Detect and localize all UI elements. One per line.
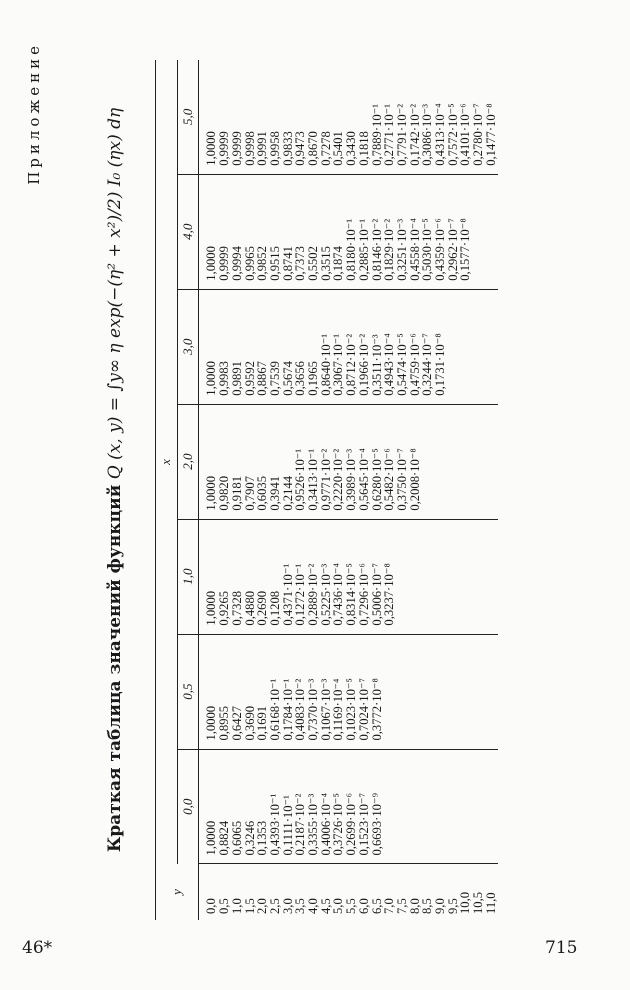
table-cell: 1,0000 [204,820,219,856]
table-cell: 0,9265 [217,590,232,626]
table-cell: 0,6280·10⁻⁵ [369,448,384,511]
table-cell: 0,1691 [255,705,270,741]
table-cell: 0,9592 [242,361,257,396]
table-cell: 0,8314·10⁻⁵ [344,563,359,626]
table-cell: 0,3515 [318,246,333,281]
table-cell: 0,7373 [293,246,308,281]
table-cell: 0,9833 [280,131,295,166]
y-values-column [199,864,498,920]
y-value: 5,0 [331,898,346,914]
table-cell: 0,9999 [217,131,232,166]
table-cell: 0,9515 [267,246,282,281]
y-value: 7,0 [382,898,397,914]
table-cell: 0,3989·10⁻³ [344,448,359,511]
table-cell: 0,3355·10⁻³ [306,793,321,856]
values-column-x2 [199,404,498,519]
x-header: x [156,60,178,864]
section-header: Приложение [25,42,43,185]
table-cell: 0,4759·10⁻⁶ [407,333,422,396]
table-cell: 0,3430 [344,131,359,166]
x-value-header: 3,0 [177,289,199,404]
y-value: 3,0 [280,898,295,914]
table-cell: 0,5482·10⁻⁶ [382,448,397,511]
y-value: 2,5 [267,898,282,914]
table-cell: 0,9473 [293,131,308,166]
table-cell: 0,4880 [242,590,257,626]
table-cell: 0,8146·10⁻² [369,218,384,281]
table-cell: 0,5030·10⁻⁵ [420,218,435,281]
table-cell: 0,5401 [331,131,346,166]
table-cell: 0,7436·10⁻⁴ [331,563,346,626]
table-cell: 0,3244·10⁻⁷ [420,333,435,396]
table-cell: 0,1966·10⁻² [356,333,371,396]
table-cell: 0,1874 [331,246,346,281]
table-cell: 0,3511·10⁻³ [369,334,384,396]
y-value: 8,5 [420,898,435,914]
values-column-x1 [199,519,498,634]
y-value: 5,5 [344,898,359,914]
table-cell: 0,9958 [267,131,282,166]
table-cell: 0,7370·10⁻³ [306,678,321,741]
table-cell: 0,9994 [229,246,244,281]
table-cell: 0,7907 [242,476,257,511]
rotated-sheet [25,40,585,920]
table-cell: 0,3690 [242,705,257,741]
table-cell: 0,5674 [280,361,295,396]
table-cell: 0,8955 [217,705,232,741]
table-cell: 0,3772·10⁻⁸ [369,678,384,741]
table-cell: 0,3750·10⁻⁷ [394,448,409,511]
table-cell: 0,9999 [229,131,244,166]
table-cell: 0,4313·10⁻⁴ [433,103,448,166]
table-cell: 0,9526·10⁻¹ [293,448,308,511]
table-cell: 0,1784·10⁻¹ [280,678,295,741]
y-value: 4,0 [306,898,321,914]
table-cell: 0,4371·10⁻¹ [280,563,295,626]
x-value-header: 2,0 [177,404,199,519]
q-function-table [155,60,498,920]
table-cell: 0,1742·10⁻² [407,103,422,166]
x-value-header: 4,0 [177,174,199,289]
table-cell: 0,3251·10⁻³ [394,218,409,281]
table-cell: 0,3237·10⁻⁸ [382,563,397,626]
table-cell: 0,8867 [255,361,270,396]
table-cell: 0,7539 [267,361,282,396]
y-value: 10,5 [471,891,486,914]
table-cell: 0,8670 [306,131,321,166]
table-cell: 0,7024·10⁻⁷ [356,678,371,741]
table-cell: 0,4359·10⁻⁶ [433,218,448,281]
table-cell: 0,1023·10⁻⁵ [344,678,359,741]
table-cell: 0,5502 [306,246,321,281]
table-cell: 1,0000 [204,590,219,626]
table-cell: 0,5645·10⁻⁴ [356,448,371,511]
table-cell: 0,2144 [280,476,295,511]
table-cell: 0,2699·10⁻⁶ [344,793,359,856]
table-cell: 0,8824 [217,820,232,856]
table-cell: 0,3246 [242,820,257,856]
values-column-x0 [199,749,498,864]
y-value: 4,5 [318,898,333,914]
y-value: 9,5 [445,898,460,914]
x-value-header: 0,0 [177,749,199,864]
table-cell: 0,1731·10⁻⁸ [433,333,448,396]
table-cell: 0,2885·10⁻¹ [356,218,371,281]
y-header: y [156,864,199,920]
table-cell: 0,1169·10⁻⁴ [331,678,346,741]
y-value: 0,0 [204,898,219,914]
table-cell: 0,1067·10⁻³ [318,678,333,741]
table-cell: 0,6035 [255,476,270,511]
table-cell: 1,0000 [204,361,219,396]
table-cell: 0,9991 [255,131,270,166]
y-value: 0,5 [217,898,232,914]
table-cell: 0,1577·10⁻⁸ [458,218,473,281]
table-cell: 0,9820 [217,476,232,511]
table-cell: 0,4393·10⁻¹ [267,793,282,856]
table-cell: 0,8640·10⁻¹ [318,333,333,396]
table-cell: 0,9983 [217,361,232,396]
table-cell: 0,8180·10⁻¹ [344,218,359,281]
table-cell: 0,4943·10⁻⁴ [382,333,397,396]
table-cell: 0,4101·10⁻⁶ [458,103,473,166]
table-cell: 0,9998 [242,131,257,166]
table-cell: 0,9771·10⁻² [318,448,333,511]
table-cell: 0,6427 [229,705,244,741]
table-cell: 1,0000 [204,705,219,741]
table-cell: 0,9181 [229,476,244,511]
y-value: 10,0 [458,891,473,914]
table-cell: 1,0000 [204,131,219,166]
table-cell: 0,8741 [280,246,295,281]
table-cell: 0,2187·10⁻² [293,793,308,856]
table-cell: 0,1208 [267,590,282,626]
x-value-header: 1,0 [177,519,199,634]
table-cell: 0,9891 [229,361,244,396]
table-cell: 0,4083·10⁻² [293,678,308,741]
y-value: 9,0 [433,898,448,914]
table-cell: 0,1272·10⁻¹ [293,563,308,626]
table-cell: 0,1477·10⁻⁸ [483,103,498,166]
table-cell: 0,2220·10⁻² [331,448,346,511]
title-formula: Q (x, y) = ∫y∞ η exp(−(η² + x²)/2) I₀ (ηx) dη [105,107,125,480]
table-cell: 0,1829·10⁻² [382,218,397,281]
y-value: 11,0 [483,892,498,914]
values-column-x05 [199,634,498,749]
page-number: 715 [545,938,578,958]
y-value: 2,0 [255,898,270,914]
x-value-header: 5,0 [177,60,199,174]
table-cell: 0,6065 [229,820,244,856]
table-cell: 0,1818 [356,131,371,166]
title-label: Краткая таблица значений функций [105,484,125,853]
table-cell: 0,7278 [318,131,333,166]
y-value: 3,5 [293,898,308,914]
x-value-header: 0,5 [177,634,199,749]
table-cell: 0,7791·10⁻² [394,103,409,166]
table-cell: 0,1523·10⁻⁷ [356,793,371,856]
table-cell: 0,3067·10⁻¹ [331,333,346,396]
table-cell: 0,7328 [229,590,244,626]
table-cell: 0,1353 [255,820,270,856]
table-cell: 0,4006·10⁻⁴ [318,793,333,856]
table-cell: 0,3656 [293,361,308,396]
table-cell: 0,1111·10⁻¹ [280,795,295,856]
y-value: 7,5 [394,898,409,914]
y-value: 6,5 [369,898,384,914]
values-column-x5 [199,60,498,174]
y-value: 1,5 [242,898,257,914]
y-value: 8,0 [407,898,422,914]
table-title [105,40,125,920]
table-cell: 0,7572·10⁻⁵ [445,103,460,166]
table-cell: 0,9965 [242,246,257,281]
table-cell: 0,6693·10⁻⁹ [369,793,384,856]
page-marker: 46* [22,938,53,958]
table-cell: 0,2690 [255,590,270,626]
values-column-x3 [199,289,498,404]
table-cell: 1,0000 [204,476,219,511]
table-cell: 0,9852 [255,246,270,281]
table-cell: 0,2889·10⁻² [306,563,321,626]
values-column-x4 [199,174,498,289]
y-value: 6,0 [356,898,371,914]
table-cell: 0,2780·10⁻⁷ [471,103,486,166]
table-cell: 0,3413·10⁻¹ [306,448,321,511]
table-cell: 0,1965 [306,361,321,396]
table-cell: 0,3941 [267,476,282,511]
table-cell: 1,0000 [204,246,219,281]
table-cell: 0,6168·10⁻¹ [267,678,282,741]
table-cell: 0,3726·10⁻⁵ [331,793,346,856]
table-cell: 0,2771·10⁻¹ [382,103,397,166]
table-cell: 0,5006·10⁻⁷ [369,563,384,626]
table-cell: 0,2008·10⁻⁸ [407,448,422,511]
table-cell: 0,3086·10⁻³ [420,103,435,166]
table-cell: 0,2962·10⁻⁷ [445,218,460,281]
table-cell: 0,4558·10⁻⁴ [407,218,422,281]
table-cell: 0,7889·10⁻¹ [369,103,384,166]
table-cell: 0,8712·10⁻² [344,333,359,396]
table-cell: 0,7296·10⁻⁶ [356,563,371,626]
table-cell: 0,5225·10⁻³ [318,563,333,626]
table-cell: 0,9999 [217,246,232,281]
y-value: 1,0 [229,898,244,914]
table-cell: 0,5474·10⁻⁵ [394,333,409,396]
